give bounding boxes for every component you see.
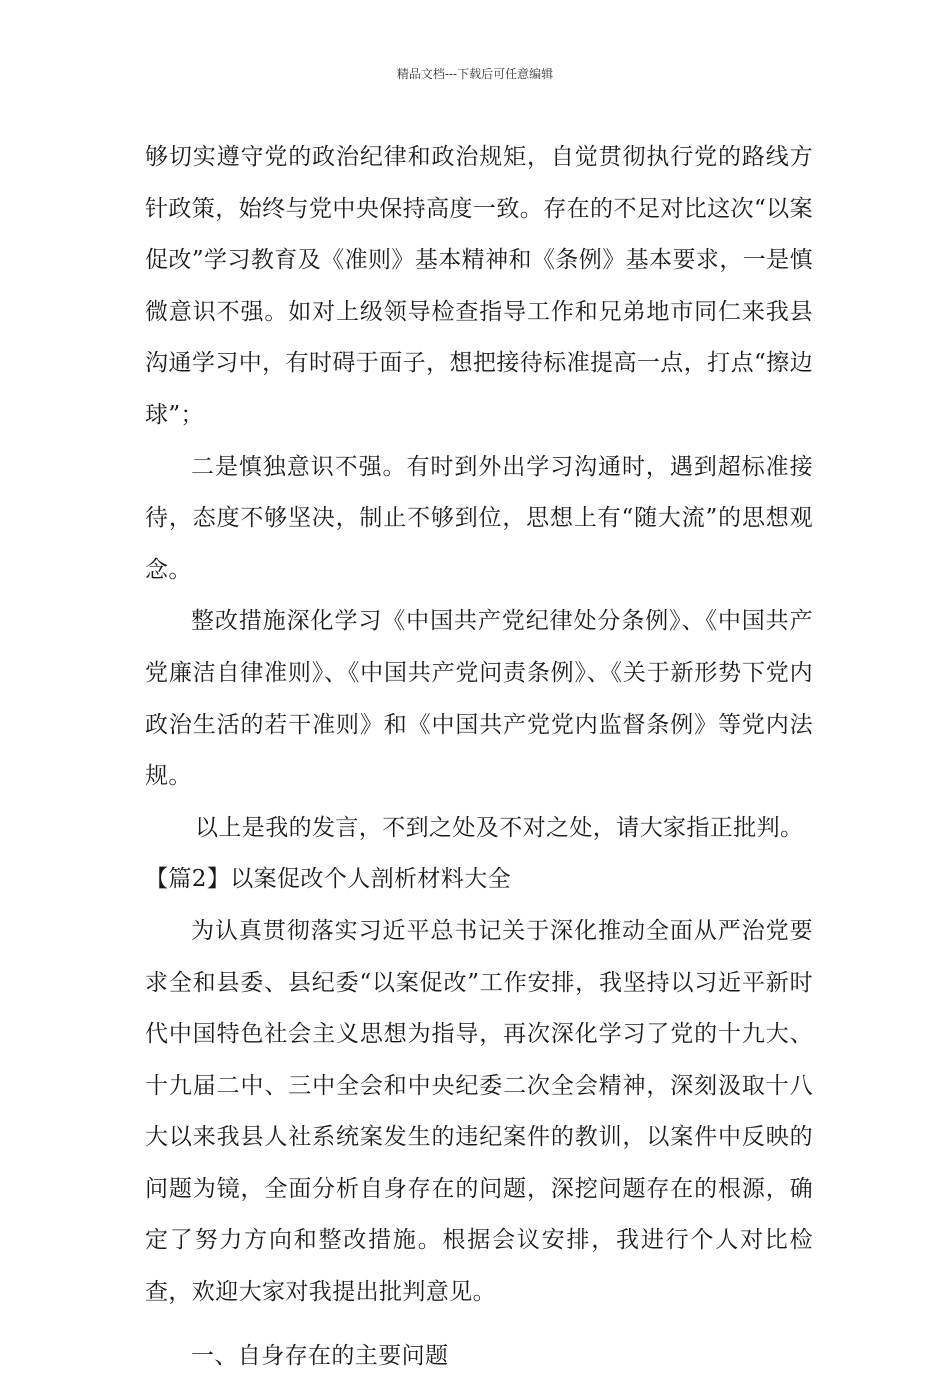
subsection-heading-problems: 一、自身存在的主要问题 (191, 1342, 449, 1369)
paragraph-closing: 以上是我的发言，不到之处及不对之处，请大家指正批判。 (195, 814, 804, 841)
section-heading-part2: 【篇2】以案促改个人剖析材料大全 (145, 866, 512, 893)
paragraph-intro-part2: 为认真贯彻落实习近平总书记关于深化推动全面从严治党要求全和县委、县纪委“以案促改”工作安排，我坚持以习近平新时代中国特色社会主义思想为指导，再次深化学习了党的十九大、十九届二中、三中全会和中央纪委二次全会精神，深刻汲取十八大以来我县人社系统案发生的违纪案件的教训，以案件中反映的问题为镜，全面分析自身存在的问题，深挖问题存在的根源，确定了努力方向和整改措施。根据会议安排，我进行个人对比检查，欢迎大家对我提出批判意见。 (145, 917, 813, 1306)
page-header: 精品文档---下载后可任意编辑 (396, 67, 554, 81)
paragraph-continued: 够切实遵守党的政治纪律和政治规矩，自觉贯彻执行党的路线方针政策，始终与党中央保持高度一致。存在的不足对比这次“以案促改”学习教育及《准则》基本精神和《条例》基本要求，一是慎微意识不强。如对上级领导检查指导工作和兄弟地市同仁来我县沟通学习中，有时碍于面子，想把接待标准提高一点，打点“擦边球”； (145, 144, 813, 428)
document-body (145, 132, 813, 1382)
paragraph-rectification: 整改措施深化学习《中国共产党纪律处分条例》、《中国共产党廉洁自律准则》、《中国共产党问责条例》、《关于新形势下党内政治生活的若干准则》和《中国共产党党内监督条例》等党内法规。 (145, 608, 813, 790)
paragraph-shendu: 二是慎独意识不强。有时到外出学习沟通时，遇到超标准接待，态度不够坚决，制止不够到位，思想上有“随大流”的思想观念。 (145, 453, 813, 583)
